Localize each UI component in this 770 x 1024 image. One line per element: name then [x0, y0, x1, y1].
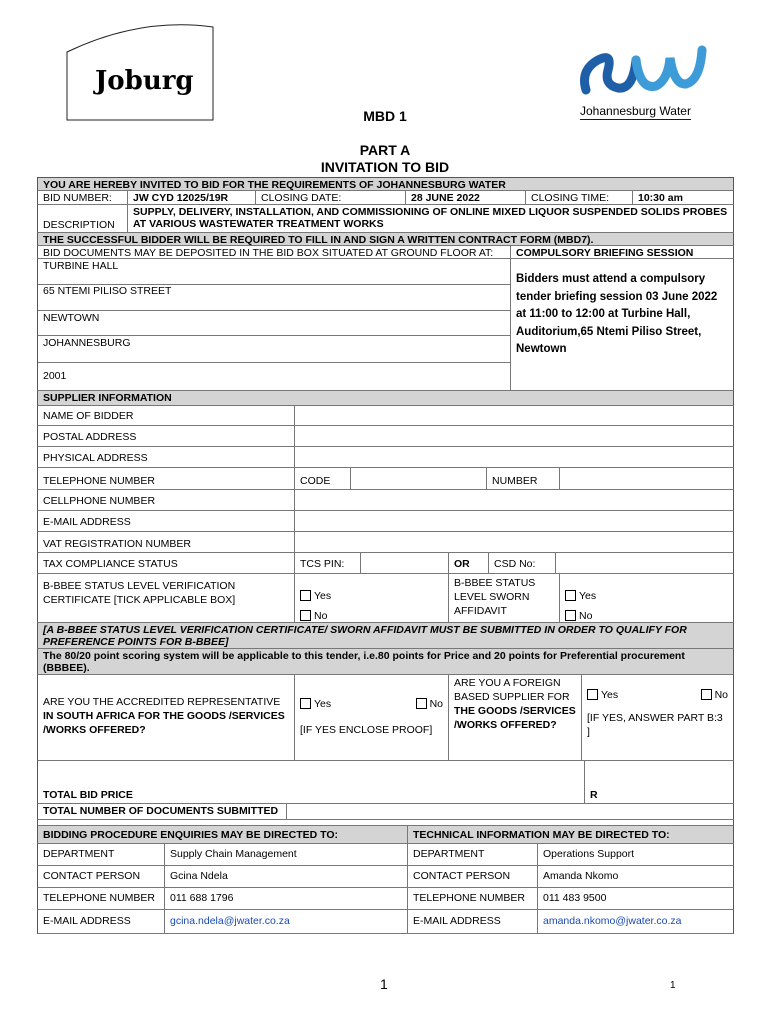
- bbbee-affidavit-no-option[interactable]: No: [565, 606, 728, 622]
- address-line-1: TURBINE HALL: [38, 259, 510, 285]
- vat-number-label: VAT REGISTRATION NUMBER: [38, 532, 295, 552]
- right-telephone-label: TELEPHONE NUMBER: [408, 888, 538, 909]
- briefing-label: COMPULSORY BRIEFING SESSION: [516, 247, 694, 258]
- deposit-label: BID DOCUMENTS MAY BE DEPOSITED IN THE BID BOX SITUATED AT GROUND FLOOR AT:: [38, 246, 511, 258]
- right-department-label: DEPARTMENT: [408, 844, 538, 865]
- total-docs-label: TOTAL NUMBER OF DOCUMENTS SUBMITTED: [38, 804, 287, 819]
- bbbee-affidavit-no-checkbox[interactable]: [565, 610, 576, 621]
- code-label: CODE: [295, 468, 351, 489]
- foreign-supplier-no-checkbox[interactable]: [701, 689, 712, 700]
- bidding-enquiries-header: BIDDING PROCEDURE ENQUIRIES MAY BE DIRECTED TO:: [38, 826, 408, 843]
- name-of-bidder-field[interactable]: [295, 406, 733, 425]
- foreign-supplier-question-line1: ARE YOU A FOREIGN BASED SUPPLIER FOR: [454, 677, 570, 703]
- number-field[interactable]: [560, 468, 733, 489]
- bbbee-cert-label: B-BBEE STATUS LEVEL VERIFICATION CERTIFICATE [TICK APPLICABLE BOX]: [38, 574, 295, 622]
- closing-date: 28 JUNE 2022: [406, 191, 526, 204]
- physical-address-label: PHYSICAL ADDRESS: [38, 447, 295, 467]
- email-address-label: E-MAIL ADDRESS: [38, 511, 295, 531]
- tcs-pin-label: TCS PIN:: [295, 553, 361, 573]
- joburg-logo: [65, 22, 215, 122]
- accredited-rep-no-option[interactable]: No: [416, 698, 443, 710]
- total-docs-field[interactable]: [287, 804, 733, 819]
- closing-time-label: CLOSING TIME:: [526, 191, 633, 204]
- closing-date-label: CLOSING DATE:: [256, 191, 406, 204]
- technical-enquiries-header: TECHNICAL INFORMATION MAY BE DIRECTED TO:: [413, 829, 670, 841]
- foreign-supplier-yes-checkbox[interactable]: [587, 689, 598, 700]
- accredited-rep-yes-checkbox[interactable]: [300, 698, 311, 709]
- left-telephone: 011 688 1796: [165, 888, 408, 909]
- csd-no-field[interactable]: [556, 553, 733, 573]
- bbbee-cert-yes-option[interactable]: Yes: [300, 586, 443, 606]
- bid-number: JW CYD 12025/19R: [128, 191, 256, 204]
- bbbee-cert-no-checkbox[interactable]: [300, 610, 311, 621]
- page-number: 1: [380, 976, 388, 992]
- heading: INVITATION TO BID: [320, 159, 450, 175]
- foreign-supplier-question-line2: THE GOODS /SERVICES /WORKS OFFERED?: [454, 705, 576, 731]
- left-contact-person-label: CONTACT PERSON: [38, 866, 165, 887]
- joburg-logo-text: Joburg: [95, 66, 194, 96]
- tax-status-label: TAX COMPLIANCE STATUS: [38, 553, 295, 573]
- right-email-label: E-MAIL ADDRESS: [408, 910, 538, 933]
- address-line-5: 2001: [43, 370, 67, 382]
- description-label: DESCRIPTION: [38, 205, 128, 232]
- address-line-2: 65 NTEMI PILISO STREET: [38, 285, 510, 311]
- left-email-label: E-MAIL ADDRESS: [38, 910, 165, 933]
- accredited-rep-question-line2: IN SOUTH AFRICA FOR THE GOODS /SERVICES /WORKS OFFERED?: [43, 710, 285, 736]
- left-telephone-label: TELEPHONE NUMBER: [38, 888, 165, 909]
- foreign-supplier-no-option[interactable]: No: [701, 689, 728, 701]
- left-department: Supply Chain Management: [165, 844, 408, 865]
- part-title: PART A: [359, 142, 411, 158]
- telephone-number-label: TELEPHONE NUMBER: [38, 468, 295, 489]
- right-contact-person-label: CONTACT PERSON: [408, 866, 538, 887]
- total-bid-price-label: TOTAL BID PRICE: [38, 761, 585, 803]
- bbbee-affidavit-yes-checkbox[interactable]: [565, 590, 576, 601]
- physical-address-field[interactable]: [295, 447, 733, 467]
- left-contact-person: Gcina Ndela: [165, 866, 408, 887]
- postal-address-label: POSTAL ADDRESS: [38, 426, 295, 446]
- code-field[interactable]: [351, 468, 487, 489]
- bbbee-affidavit-yes-option[interactable]: Yes: [565, 586, 728, 606]
- bbbee-cert-no-option[interactable]: No: [300, 606, 443, 622]
- postal-address-field[interactable]: [295, 426, 733, 446]
- if-yes-enclose-proof: [IF YES ENCLOSE PROOF]: [300, 724, 433, 736]
- vat-number-field[interactable]: [295, 532, 733, 552]
- number-label: NUMBER: [487, 468, 560, 489]
- form-code: MBD 1: [363, 108, 407, 124]
- description: SUPPLY, DELIVERY, INSTALLATION, AND COMMISSIONING OF ONLINE MIXED LIQUOR SUSPENDED SOLIDS PROBES AT VARIOUS WASTEWATER TREATMENT WORKS: [133, 206, 728, 230]
- right-email-link[interactable]: amanda.nkomo@jwater.co.za: [543, 915, 682, 927]
- bbbee-affidavit-label: B-BBEE STATUS LEVEL SWORN AFFIDAVIT: [449, 574, 560, 622]
- address-line-3: NEWTOWN: [38, 311, 510, 336]
- cellphone-number-field[interactable]: [295, 490, 733, 510]
- email-address-field[interactable]: [295, 511, 733, 531]
- right-telephone: 011 483 9500: [543, 892, 607, 904]
- name-of-bidder-label: NAME OF BIDDER: [38, 406, 295, 425]
- closing-time: 10:30 am: [638, 192, 683, 204]
- accredited-rep-no-checkbox[interactable]: [416, 698, 427, 709]
- bid-form: [37, 177, 734, 934]
- cellphone-number-label: CELLPHONE NUMBER: [38, 490, 295, 510]
- supplier-info-header: SUPPLIER INFORMATION: [43, 392, 172, 404]
- right-contact-person: Amanda Nkomo: [543, 870, 619, 882]
- left-department-label: DEPARTMENT: [38, 844, 165, 865]
- briefing-text: Bidders must attend a compulsory tender briefing session 03 June 2022 at 11:00 to 12:00 at Turbine Hall, Auditorium,65 Ntemi Piliso Street, Newtown: [516, 273, 718, 355]
- currency-label: R: [590, 789, 598, 801]
- tcs-pin-field[interactable]: [361, 553, 449, 573]
- address-line-4: JOHANNESBURG: [38, 336, 510, 363]
- contract-notice: THE SUCCESSFUL BIDDER WILL BE REQUIRED TO FILL IN AND SIGN A WRITTEN CONTRACT FORM (MBD7).: [43, 234, 594, 245]
- accredited-rep-question-line1: ARE YOU THE ACCREDITED REPRESENTATIVE: [43, 696, 281, 708]
- if-yes-answer-part-b: [IF YES, ANSWER PART B:3 ]: [587, 712, 723, 738]
- or-label: OR: [449, 553, 489, 573]
- johannesburg-water-wordmark: Johannesburg Water: [580, 104, 691, 118]
- right-department: Operations Support: [543, 848, 635, 860]
- foreign-supplier-yes-option[interactable]: Yes: [587, 689, 618, 701]
- points-note: The 80/20 point scoring system will be applicable to this tender, i.e.80 points for Price and 20 points for Preferential procurement (BBBEE).: [43, 650, 685, 674]
- bbbee-cert-yes-checkbox[interactable]: [300, 590, 311, 601]
- bid-number-label: BID NUMBER:: [38, 191, 128, 204]
- csd-no-label: CSD No:: [489, 553, 556, 573]
- bbbee-note: [A B-BBEE STATUS LEVEL VERIFICATION CERTIFICATE/ SWORN AFFIDAVIT MUST BE SUBMITTED IN ORDER TO QUALIFY FOR PREFERENCE POINTS FOR B-BBEE]: [43, 624, 687, 648]
- page-number-small: 1: [670, 980, 676, 991]
- accredited-rep-yes-option[interactable]: Yes: [300, 698, 331, 710]
- invite-text: YOU ARE HEREBY INVITED TO BID FOR THE REQUIREMENTS OF JOHANNESBURG WATER: [43, 179, 506, 190]
- left-email-link[interactable]: gcina.ndela@jwater.co.za: [165, 910, 408, 933]
